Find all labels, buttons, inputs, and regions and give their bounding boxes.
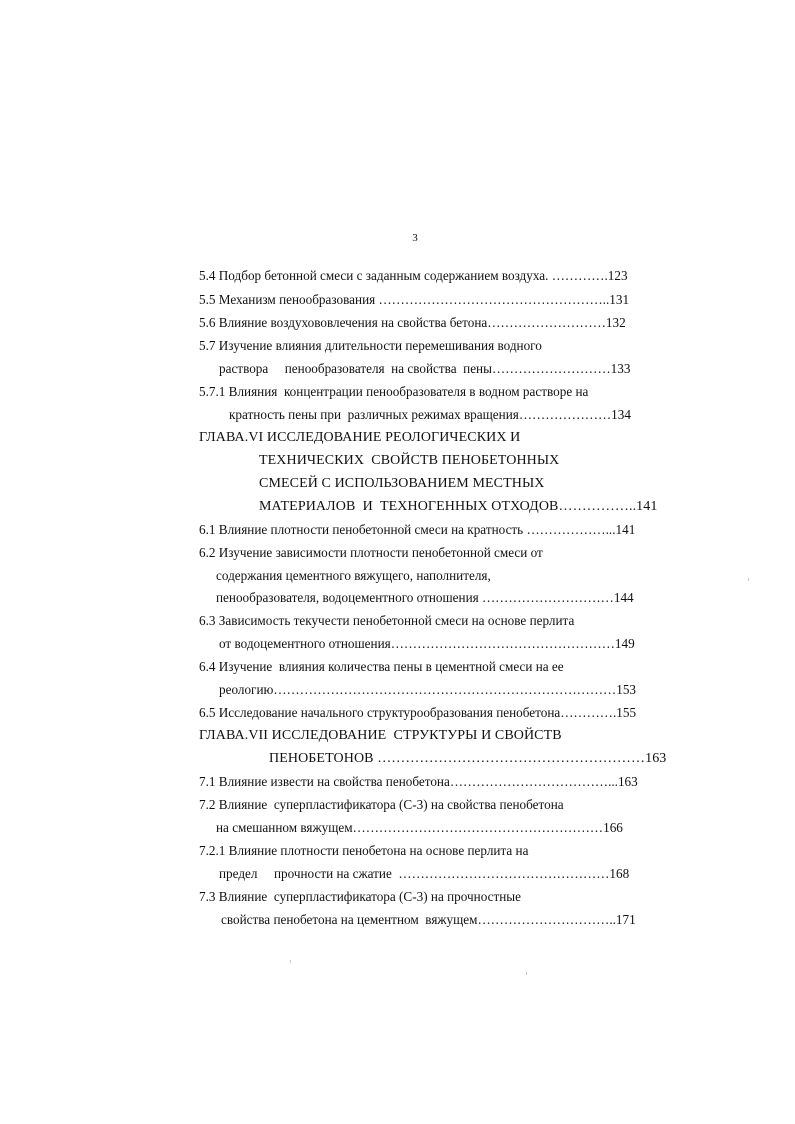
toc-entry-6-4-line1: 6.4 Изучение влияния количества пены в цементной смеси на ее — [199, 659, 564, 674]
toc-entry-7-3-line1: 7.3 Влияние суперпластификатора (С-3) на прочностные — [199, 889, 522, 904]
toc-entry-6-2-line1: 6.2 Изучение зависимости плотности пенобетонной смеси от — [199, 545, 543, 560]
toc-entry-7-2-line1: 7.2 Влияние суперпластификатора (С-3) на свойства пенобетона — [199, 797, 564, 812]
toc-chapter-7-line1: ГЛАВА.VII ИССЛЕДОВАНИЕ СТРУКТУРЫ И СВОЙСТВ — [199, 728, 562, 743]
toc-entry-5-6: 5.6 Влияние воздухововлечения на свойства бетона………………………132 — [199, 315, 626, 330]
toc-chapter-6-line2: ТЕХНИЧЕСКИХ СВОЙСТВ ПЕНОБЕТОННЫХ — [259, 453, 560, 468]
toc-entry-6-3-line2: от водоцементного отношения……………………………………………149 — [219, 636, 635, 651]
scan-speck — [526, 972, 527, 975]
toc-entry-7-2-line2: на смешанном вяжущем…………………………………………………166 — [216, 820, 623, 835]
toc-chapter-6-line4: МАТЕРИАЛОВ И ТЕХНОГЕННЫХ ОТХОДОВ……………..141 — [259, 499, 658, 514]
toc-entry-5-7-1-line2: кратность пены при различных режимах вращения…………………134 — [229, 407, 631, 422]
page-number: 3 — [412, 232, 418, 244]
toc-entry-6-1: 6.1 Влияние плотности пенобетонной смеси на кратность ………………...141 — [199, 522, 636, 537]
toc-entry-7-1: 7.1 Влияние извести на свойства пенобетона………………………………...163 — [199, 774, 638, 789]
toc-entry-6-2-line2: содержания цементного вяжущего, наполнителя, — [216, 568, 491, 583]
scan-speck — [290, 960, 291, 963]
toc-chapter-6-line3: СМЕСЕЙ С ИСПОЛЬЗОВАНИЕМ МЕСТНЫХ — [259, 476, 545, 491]
toc-entry-6-4-line2: реологию……………………………………………………………………153 — [219, 682, 637, 697]
toc-entry-6-2-line3: пенообразователя, водоцементного отношения …………………………144 — [216, 590, 634, 605]
toc-entry-6-3-line1: 6.3 Зависимость текучести пенобетонной смеси на основе перлита — [199, 613, 575, 628]
toc-entry-5-5: 5.5 Механизм пенообразования ……………………………………………..131 — [199, 292, 630, 307]
scan-speck — [748, 578, 749, 581]
toc-entry-5-7-1-line1: 5.7.1 Влияния концентрации пенообразователя в водном растворе на — [199, 384, 589, 399]
toc-chapter-7-line2: ПЕНОБЕТОНОВ …………………………………………………163 — [269, 751, 667, 766]
toc-entry-5-7-line1: 5.7 Изучение влияния длительности перемешивания водного — [199, 338, 542, 353]
toc-entry-7-2-1-line2: предел прочности на сжатие …………………………………………168 — [219, 866, 630, 881]
toc-entry-5-7-line2: раствора пенообразователя на свойства пены………………………133 — [219, 361, 631, 376]
toc-entry-5-4: 5.4 Подбор бетонной смеси с заданным содержанием воздуха. ………….123 — [199, 268, 628, 283]
toc-entry-7-3-line2: свойства пенобетона на цементном вяжущем…………………………..171 — [221, 912, 636, 927]
toc-entry-6-5: 6.5 Исследование начального структурообразования пенобетона………….155 — [199, 705, 637, 720]
toc-chapter-6-line1: ГЛАВА.VI ИССЛЕДОВАНИЕ РЕОЛОГИЧЕСКИХ И — [199, 430, 521, 445]
toc-entry-7-2-1-line1: 7.2.1 Влияние плотности пенобетона на основе перлита на — [199, 843, 529, 858]
